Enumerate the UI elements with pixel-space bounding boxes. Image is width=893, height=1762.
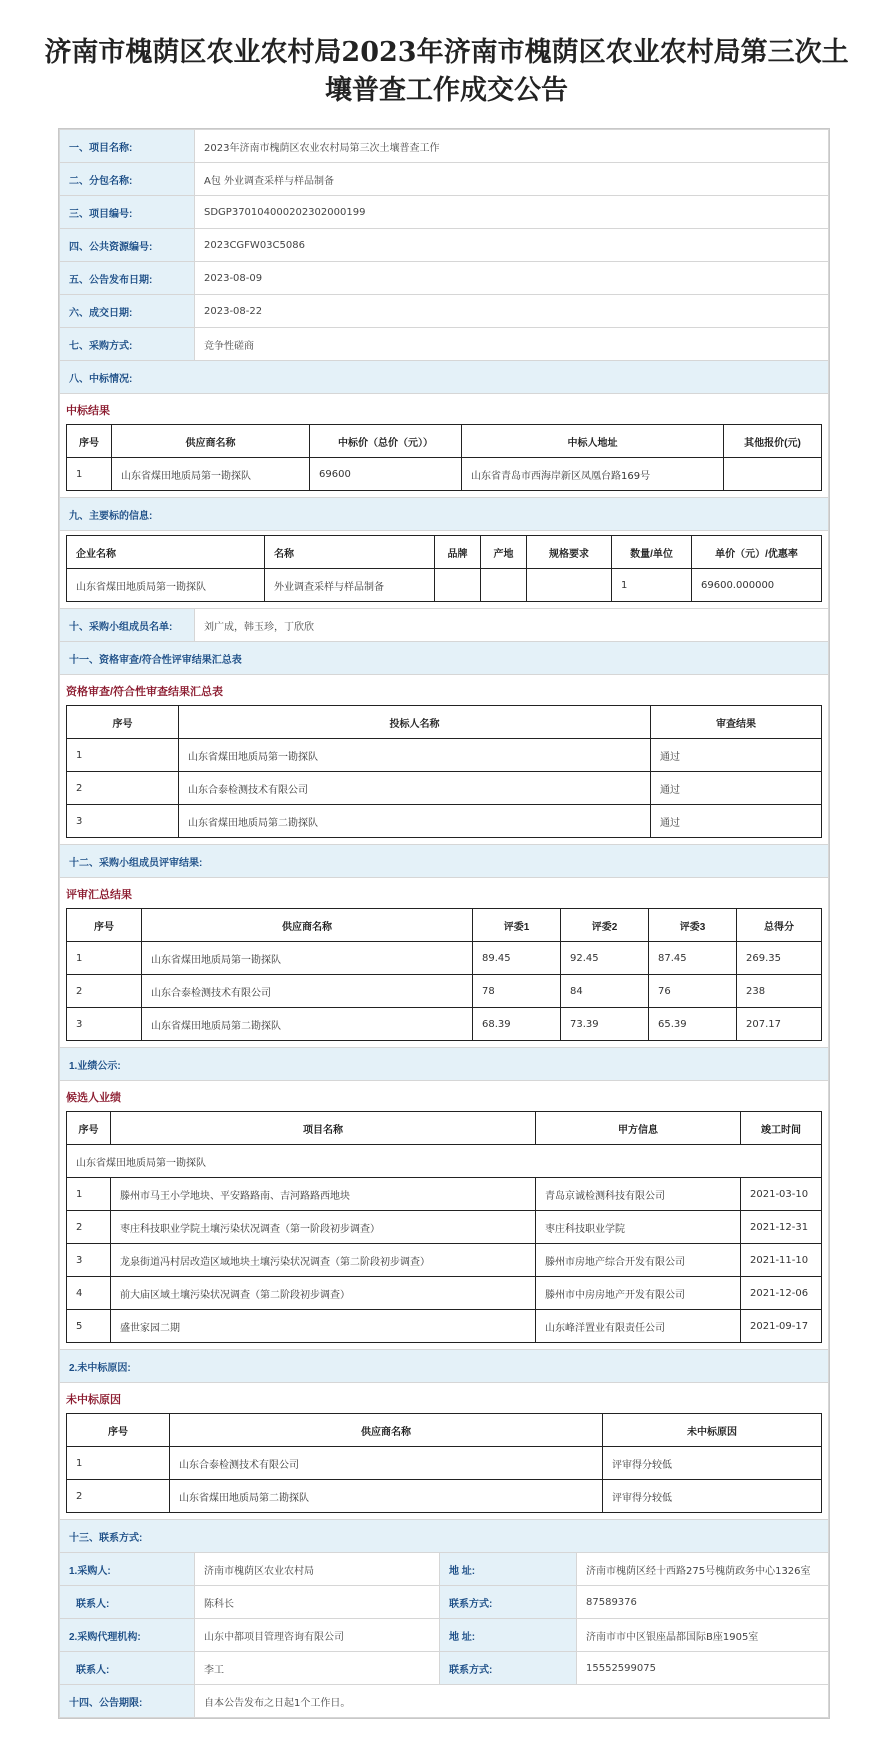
col-header: 评委2 [561,909,649,942]
col-header: 甲方信息 [536,1112,741,1145]
subtitle-fail-reason: 未中标原因 [66,1394,121,1406]
cell: 青岛京诚检测科技有限公司 [536,1178,741,1211]
cell: 3 [67,1008,142,1041]
cell: 通过 [651,739,822,772]
col-header: 产地 [481,536,527,569]
col-header: 单价（元）/优惠率 [692,536,822,569]
performance-table [66,1111,822,1343]
cell: 山东省煤田地质局第一勘探队 [67,569,265,602]
cell: 2021-03-10 [741,1178,822,1211]
cell: 山东合泰检测技术有限公司 [142,975,473,1008]
cell: 2 [67,772,179,805]
section-heading-review: 十二、采购小组成员评审结果: [60,845,829,878]
contact-value: 陈科长 [195,1586,440,1619]
cell: 2 [67,975,142,1008]
col-header: 品牌 [435,536,481,569]
contact-label: 1.采购人: [60,1553,195,1586]
cell: 盛世家园二期 [111,1310,536,1343]
col-header: 项目名称 [111,1112,536,1145]
col-header: 序号 [67,1414,170,1447]
cell: 1 [67,739,179,772]
table-row [67,739,822,772]
info-label: 一、项目名称: [60,130,195,163]
table-row [67,1310,822,1343]
section-heading-contact: 十三、联系方式: [60,1520,829,1553]
contact-label: 联系人: [60,1652,195,1685]
cell: 2021-11-10 [741,1244,822,1277]
contact-value: 济南市槐荫区农业农村局 [195,1553,440,1586]
cell: 滕州市房地产综合开发有限公司 [536,1244,741,1277]
info-value: 2023CGFW03C5086 [195,229,829,262]
info-row-package-name [60,163,829,196]
cell: 69600 [310,458,462,491]
cell: 207.17 [737,1008,822,1041]
contact-label: 地 址: [440,1553,577,1586]
fail-reason-table [66,1413,822,1513]
table-row [67,975,822,1008]
cell: 山东省青岛市西海岸新区凤凰台路169号 [462,458,724,491]
review-table [66,908,822,1041]
section-heading-bid-result: 八、中标情况: [60,361,829,394]
table-row [67,805,822,838]
cell: 69600.000000 [692,569,822,602]
col-header: 序号 [67,909,142,942]
announcement-container [58,128,830,1719]
cell: 山东峰洋置业有限责任公司 [536,1310,741,1343]
cell: 2021-12-06 [741,1277,822,1310]
info-row-publish-date [60,262,829,295]
cell [724,458,822,491]
info-label: 四、公共资源编号: [60,229,195,262]
col-header: 其他报价(元) [724,425,822,458]
cell: 外业调查采样与样品制备 [265,569,435,602]
info-label: 三、项目编号: [60,196,195,229]
col-header: 供应商名称 [170,1414,603,1447]
cell: 山东省煤田地质局第二勘探队 [179,805,651,838]
cell: 78 [473,975,561,1008]
main-items-table [66,535,822,602]
section-heading-main-items: 九、主要标的信息: [60,498,829,531]
table-group-row [67,1145,822,1178]
cell: 76 [649,975,737,1008]
col-header: 中标人地址 [462,425,724,458]
cell: 1 [67,942,142,975]
cell: 5 [67,1310,111,1343]
table-row [67,1277,822,1310]
cell: 89.45 [473,942,561,975]
cell: 1 [67,1178,111,1211]
page-title-line2: 壤普查工作成交公告 [325,75,568,106]
cell: 山东省煤田地质局第二勘探队 [170,1480,603,1513]
page-title [0,0,893,110]
cell: 3 [67,805,179,838]
cell: 1 [67,1447,170,1480]
announcement-table [59,129,829,1718]
col-header: 评委3 [649,909,737,942]
info-value: 2023-08-22 [195,295,829,328]
cell: 山东省煤田地质局第一勘探队 [142,942,473,975]
info-value: 竞争性磋商 [195,328,829,361]
info-row-method [60,328,829,361]
col-header: 规格要求 [527,536,612,569]
cell: 4 [67,1277,111,1310]
col-header: 审查结果 [651,706,822,739]
cell: 2 [67,1480,170,1513]
cell: 68.39 [473,1008,561,1041]
table-row [67,1211,822,1244]
info-value: 2023-08-09 [195,262,829,295]
table-row [67,942,822,975]
col-header: 序号 [67,425,112,458]
section-heading-qualification: 十一、资格审查/符合性评审结果汇总表 [60,642,829,675]
cell: 通过 [651,805,822,838]
info-row-deal-date [60,295,829,328]
info-row-project-no [60,196,829,229]
cell: 2021-09-17 [741,1310,822,1343]
cell: 评审得分较低 [603,1480,822,1513]
col-header: 总得分 [737,909,822,942]
info-value: A包 外业调查采样与样品制备 [195,163,829,196]
col-header: 名称 [265,536,435,569]
info-label: 五、公告发布日期: [60,262,195,295]
cell: 滕州市中房房地产开发有限公司 [536,1277,741,1310]
cell: 通过 [651,772,822,805]
table-row [67,1178,822,1211]
col-header: 企业名称 [67,536,265,569]
subtitle-bid-result: 中标结果 [66,405,110,417]
cell [481,569,527,602]
qualification-table [66,705,822,838]
cell: 92.45 [561,942,649,975]
contact-label: 联系方式: [440,1586,577,1619]
cell: 87.45 [649,942,737,975]
contact-value: 济南市槐荫区经十西路275号槐荫政务中心1326室 [577,1553,829,1586]
info-value: SDGP370104000202302000199 [195,196,829,229]
col-header: 竣工时间 [741,1112,822,1145]
col-header: 未中标原因 [603,1414,822,1447]
cell: 65.39 [649,1008,737,1041]
table-row [67,1447,822,1480]
col-header: 序号 [67,1112,111,1145]
cell: 枣庄科技职业学院土壤污染状况调查（第一阶段初步调查） [111,1211,536,1244]
info-label: 七、采购方式: [60,328,195,361]
section-heading-fail-reason: 2.未中标原因: [60,1350,829,1383]
cell: 山东省煤田地质局第一勘探队 [179,739,651,772]
contact-value: 15552599075 [577,1652,829,1685]
info-row-resource-no [60,229,829,262]
table-row [67,1244,822,1277]
info-label: 十、采购小组成员名单: [60,609,195,642]
contact-value: 87589376 [577,1586,829,1619]
contact-value: 李工 [195,1652,440,1685]
cell: 山东合泰检测技术有限公司 [179,772,651,805]
subtitle-performance: 候选人业绩 [66,1092,121,1104]
col-header: 序号 [67,706,179,739]
cell: 3 [67,1244,111,1277]
table-row [67,1008,822,1041]
cell: 84 [561,975,649,1008]
cell: 山东合泰检测技术有限公司 [170,1447,603,1480]
cell: 1 [612,569,692,602]
bid-result-table [66,424,822,491]
cell: 山东省煤田地质局第一勘探队 [112,458,310,491]
col-header: 投标人名称 [179,706,651,739]
contact-label: 联系人: [60,1586,195,1619]
contact-row [60,1586,829,1619]
contact-label: 2.采购代理机构: [60,1619,195,1652]
cell: 龙泉街道冯村居改造区域地块土壤污染状况调查（第二阶段初步调查） [111,1244,536,1277]
info-label: 十四、公告期限: [60,1685,195,1718]
col-header: 供应商名称 [142,909,473,942]
contact-label: 地 址: [440,1619,577,1652]
col-header: 数量/单位 [612,536,692,569]
info-row-project-name [60,130,829,163]
cell: 山东省煤田地质局第二勘探队 [142,1008,473,1041]
cell: 269.35 [737,942,822,975]
cell: 滕州市马王小学地块、平安路路南、吉河路路西地块 [111,1178,536,1211]
cell [527,569,612,602]
cell: 2021-12-31 [741,1211,822,1244]
cell [435,569,481,602]
committee-members: 刘广成，韩玉珍，丁欣欣 [195,609,829,642]
cell: 枣庄科技职业学院 [536,1211,741,1244]
col-header: 评委1 [473,909,561,942]
section-heading-performance: 1.业绩公示: [60,1048,829,1081]
contact-row [60,1553,829,1586]
contact-label: 联系方式: [440,1652,577,1685]
info-value: 2023年济南市槐荫区农业农村局第三次土壤普查工作 [195,130,829,163]
table-row [67,1480,822,1513]
cell: 238 [737,975,822,1008]
table-row [67,569,822,602]
col-header: 供应商名称 [112,425,310,458]
contact-row [60,1652,829,1685]
col-header: 中标价（总价（元）） [310,425,462,458]
candidate-name: 山东省煤田地质局第一勘探队 [67,1145,822,1178]
table-row [67,772,822,805]
contact-row [60,1619,829,1652]
cell: 1 [67,458,112,491]
cell: 2 [67,1211,111,1244]
info-label: 二、分包名称: [60,163,195,196]
notice-period: 自本公告发布之日起1个工作日。 [195,1685,829,1718]
page-title-line1: 济南市槐荫区农业农村局2023年济南市槐荫区农业农村局第三次土 [44,37,849,68]
info-label: 六、成交日期: [60,295,195,328]
cell: 评审得分较低 [603,1447,822,1480]
contact-value: 济南市市中区银座晶都国际B座1905室 [577,1619,829,1652]
subtitle-review: 评审汇总结果 [66,889,132,901]
table-row [67,458,822,491]
cell: 73.39 [561,1008,649,1041]
subtitle-qualification: 资格审查/符合性审查结果汇总表 [66,686,224,698]
contact-value: 山东中都项目管理咨询有限公司 [195,1619,440,1652]
cell: 前大庙区域土壤污染状况调查（第二阶段初步调查） [111,1277,536,1310]
